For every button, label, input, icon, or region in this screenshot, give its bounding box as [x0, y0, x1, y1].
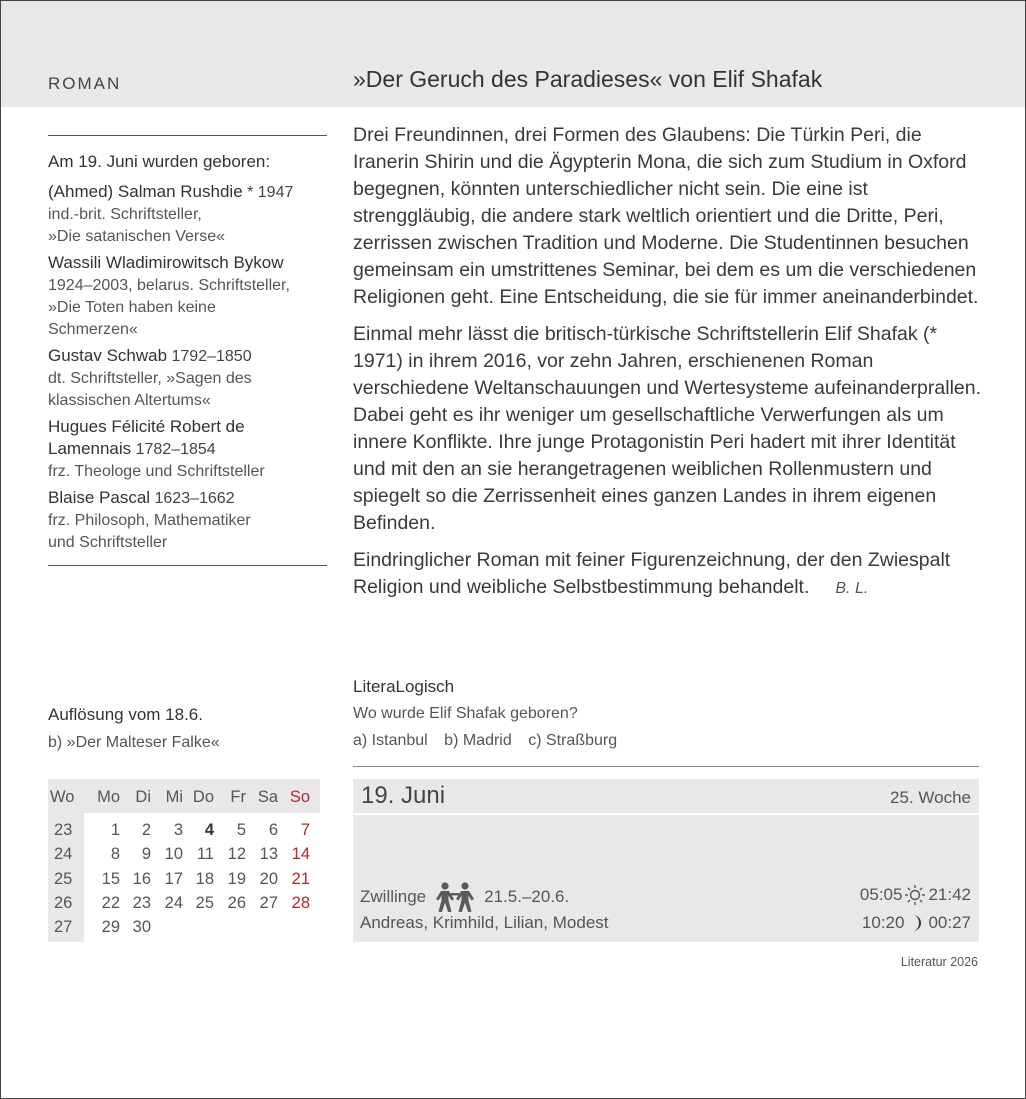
calendar-header-cell: Di [135, 788, 151, 806]
birthdays-list [48, 181, 328, 554]
calendar-day: 26 [227, 893, 246, 912]
calendar-body [48, 813, 320, 942]
solution-answer: b) »Der Malteser Falke« [48, 734, 220, 751]
birthday-person [48, 487, 328, 554]
calendar-day: 20 [259, 869, 278, 888]
zodiac-range: 21.5.–20.6. [484, 887, 570, 906]
person-name: Blaise Pascal 1623–1662 [48, 488, 235, 507]
person-name: Wassili Wladimirowitsch Bykow [48, 253, 284, 272]
calendar-day: 22 [101, 893, 120, 912]
sunset-time: 21:42 [928, 885, 971, 904]
calendar-day: 30 [132, 918, 151, 937]
sunrise-time: 05:05 [859, 885, 903, 904]
gemini-twins-icon [432, 882, 478, 912]
person-description: 1924–2003, belarus. Schriftsteller, »Die Toten haben keine Schmerzen« [48, 277, 290, 338]
calendar-day: 13 [259, 845, 278, 864]
calendar-day: 5 [236, 821, 246, 839]
article-paragraph-3-text: Eindringlicher Roman mit feiner Figurenzeichnung, der den Zwiespalt Religion und weibliche Selbstbestimmung behandelt. [353, 549, 951, 598]
calendar-day: 1 [110, 821, 120, 839]
solution-section [48, 704, 220, 752]
calendar-day: 8 [110, 845, 120, 864]
divider-quiz [353, 766, 979, 767]
day-date: 19. Juni [361, 782, 446, 809]
quiz-option-c: c) Straßburg [528, 732, 618, 749]
calendar-day: 10 [164, 845, 183, 864]
footer-label: Literatur 2026 [900, 955, 978, 969]
calendar-week-number: 23 [54, 821, 73, 839]
calendar-day: 23 [132, 893, 151, 912]
calendar-day: 2 [141, 821, 151, 839]
zodiac-info [360, 882, 569, 912]
divider-top [48, 135, 327, 136]
divider-bottom [48, 565, 327, 566]
person-description: frz. Philosoph, Mathematiker und Schriftsteller [48, 512, 251, 551]
quiz-question: Wo wurde Elif Shafak geboren? [353, 705, 578, 722]
moonset-time: 00:27 [928, 913, 971, 932]
calendar-header-cell: Sa [257, 788, 278, 806]
person-years: 1792–1850 [167, 348, 252, 365]
calendar-week-number: 26 [54, 893, 73, 912]
calendar-header-cell: Fr [230, 788, 246, 806]
calendar-header-cell: So [289, 788, 310, 806]
calendar-day: 18 [195, 869, 214, 888]
day-box-separator [353, 813, 979, 815]
sun-icon [904, 884, 926, 906]
zodiac-name: Zwillinge [360, 887, 427, 906]
calendar-day: 17 [164, 869, 183, 888]
person-name: Hugues Félicité Robert de Lamennais 1782–1854 [48, 417, 245, 458]
calendar-header-bar [48, 779, 320, 813]
page-title: »Der Geruch des Paradieses« von Elif Shafak [353, 66, 823, 92]
moonrise-time: 10:20 [861, 913, 905, 932]
quiz-section [353, 676, 629, 750]
article-paragraph-2: Einmal mehr lässt die britisch-türkische Schriftstellerin Elif Shafak (* 1971) in ihrem 2016, vor zehn Jahren, erschienenen Roman verschiedene Weltanschauungen und Wertesysteme aufeinanderprallen. Dabei geht es ihr weniger um gesellschaftliche Verwerfungen als um innere Konflikte. Ihre junge Protagonistin Peri hadert mit ihrer Identität und mit den an sie herangetragenen weiblichen Rollenmustern und spiegelt so die Zerrissenheit eines ganzen Landes in ihrem eigenen Befinden. [353, 323, 982, 534]
person-years: * 1947 [242, 184, 294, 201]
week-number: 25. Woche [890, 788, 971, 807]
moon-times [862, 913, 971, 933]
calendar-day: 9 [141, 845, 151, 864]
quiz-option-b: b) Madrid [444, 732, 512, 749]
birthdays-section [48, 150, 328, 558]
person-description: dt. Schriftsteller, »Sagen des klassischen Altertums« [48, 370, 252, 409]
calendar-day: 6 [268, 821, 278, 839]
calendar-week-number: 27 [54, 918, 73, 937]
name-days: Andreas, Krimhild, Lilian, Modest [360, 913, 609, 932]
author-initials: B. L. [835, 580, 869, 597]
birthday-person [48, 345, 328, 412]
person-name: Gustav Schwab 1792–1850 [48, 346, 252, 365]
birthday-person [48, 181, 328, 248]
calendar-day: 3 [173, 821, 183, 839]
quiz-options [353, 732, 629, 750]
person-name: (Ahmed) Salman Rushdie * 1947 [48, 182, 294, 201]
calendar-header-cell: Do [192, 788, 214, 806]
calendar-day: 11 [196, 845, 214, 864]
birthdays-heading: Am 19. Juni wurden geboren: [48, 152, 271, 171]
calendar-header-cell: Wo [50, 788, 75, 806]
calendar-day: 12 [227, 845, 246, 864]
birthday-person [48, 252, 328, 341]
calendar-day: 24 [164, 893, 183, 912]
calendar-day: 21 [291, 869, 310, 888]
calendar-day: 4 [204, 821, 214, 839]
sun-times [860, 884, 971, 906]
day-info-box [353, 779, 979, 942]
calendar-day: 14 [291, 845, 310, 864]
article-paragraph-3 [353, 547, 983, 602]
calendar-day: 19 [227, 869, 246, 888]
person-years: 1623–1662 [150, 490, 235, 507]
calendar-day: 15 [101, 869, 120, 888]
quiz-title: LiteraLogisch [353, 677, 455, 696]
article-body [353, 122, 983, 612]
solution-title: Auflösung vom 18.6. [48, 705, 203, 724]
person-description: ind.-brit. Schriftsteller, »Die satanischen Verse« [48, 206, 225, 245]
article-paragraph-1: Drei Freundinnen, drei Formen des Glaubens: Die Türkin Peri, die Iranerin Shirin und die Ägypterin Mona, die sich zum Studium in Oxford begegnen, könnten unterschiedlicher nicht sein. Die eine ist strenggläubig, die andere stark weltlich orientiert und die Dritte, Peri, zerrissen zwischen Tradition und Moderne. Die Studentinnen besuchen gemeinsam ein umstrittenes Seminar, bei dem es um die verschiedenen Religionen geht. Eine Entscheidung, die sie für immer aneinanderbindet. [353, 124, 979, 308]
calendar-day: 27 [259, 893, 278, 912]
calendar-header-cell: Mi [165, 788, 183, 806]
category-label: ROMAN [48, 74, 122, 93]
calendar-day: 25 [195, 893, 214, 912]
calendar-week-number: 24 [54, 845, 73, 864]
calendar-day: 28 [291, 893, 310, 912]
quiz-option-a: a) Istanbul [353, 732, 428, 749]
month-calendar [48, 779, 320, 942]
calendar-day: 7 [300, 821, 310, 839]
calendar-week-number: 25 [54, 869, 73, 888]
person-description: frz. Theologe und Schriftsteller [48, 463, 265, 480]
calendar-day: 16 [132, 869, 151, 888]
calendar-day: 29 [101, 918, 120, 937]
moon-icon [906, 913, 926, 933]
birthday-person [48, 416, 328, 483]
calendar-header-cell: Mo [97, 788, 120, 806]
person-years: 1782–1854 [131, 441, 216, 458]
